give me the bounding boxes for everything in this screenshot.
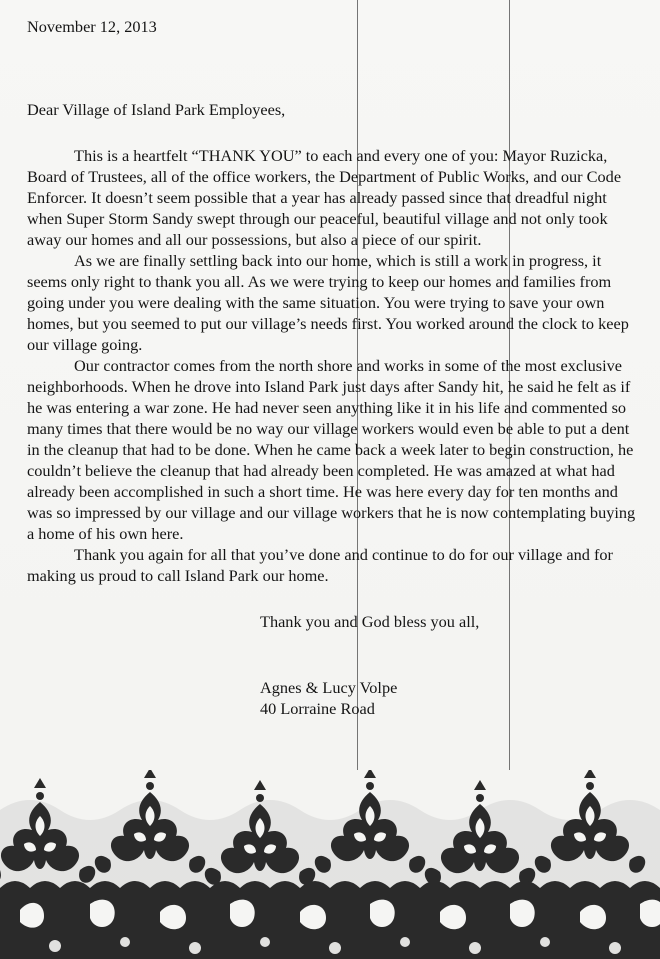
letter-salutation: Dear Village of Island Park Employees, <box>27 100 286 119</box>
paragraph-1: This is a heartfelt “THANK YOU” to each and every one of you: Mayor Ruzicka, Board of Trustees, all of the office workers, the Department of Public Works, and our Code Enforcer. It doesn’t seem possible that a year has already passed since that dreadful night when Super Storm Sandy swept through our peaceful, beautiful village and not only took away our homes and all our possessions, but also a piece of our spirit. <box>27 146 622 249</box>
signature-block <box>260 677 639 719</box>
damask-border-decoration <box>0 770 660 959</box>
letter-body <box>27 16 639 719</box>
signature-address: 40 Lorraine Road <box>260 699 375 718</box>
damask-pattern-image <box>0 770 660 959</box>
letter-closing: Thank you and God bless you all, <box>260 612 480 631</box>
letter-date: November 12, 2013 <box>27 17 157 36</box>
paragraph-3: Our contractor comes from the north shore and works in some of the most exclusive neighborhoods. When he drove into Island Park just days after Sandy hit, he said he felt as if he was entering a war zone. He had never seen anything like it in his life and commented so many times that there would be no way our village workers would even be able to put a dent in the cleanup that had to be done. When he came back a week later to begin construction, he couldn’t believe the cleanup that had already been completed. He was amazed at what had already been accomplished in such a short time. He was here every day for ten months and was so impressed by our village and our village workers that he is now contemplating buying a home of his own here. <box>27 356 636 543</box>
signature-names: Agnes & Lucy Volpe <box>260 678 398 697</box>
paragraph-4: Thank you again for all that you’ve done and continue to do for our village and for making us proud to call Island Park our home. <box>27 545 613 585</box>
paragraph-2: As we are finally settling back into our home, which is still a work in progress, it seems only right to thank you all. As we were trying to keep our homes and families from going under you were dealing with the same situation. You were trying to save your own homes, but you seemed to put our village’s needs first. You worked around the clock to keep our village going. <box>27 251 629 354</box>
